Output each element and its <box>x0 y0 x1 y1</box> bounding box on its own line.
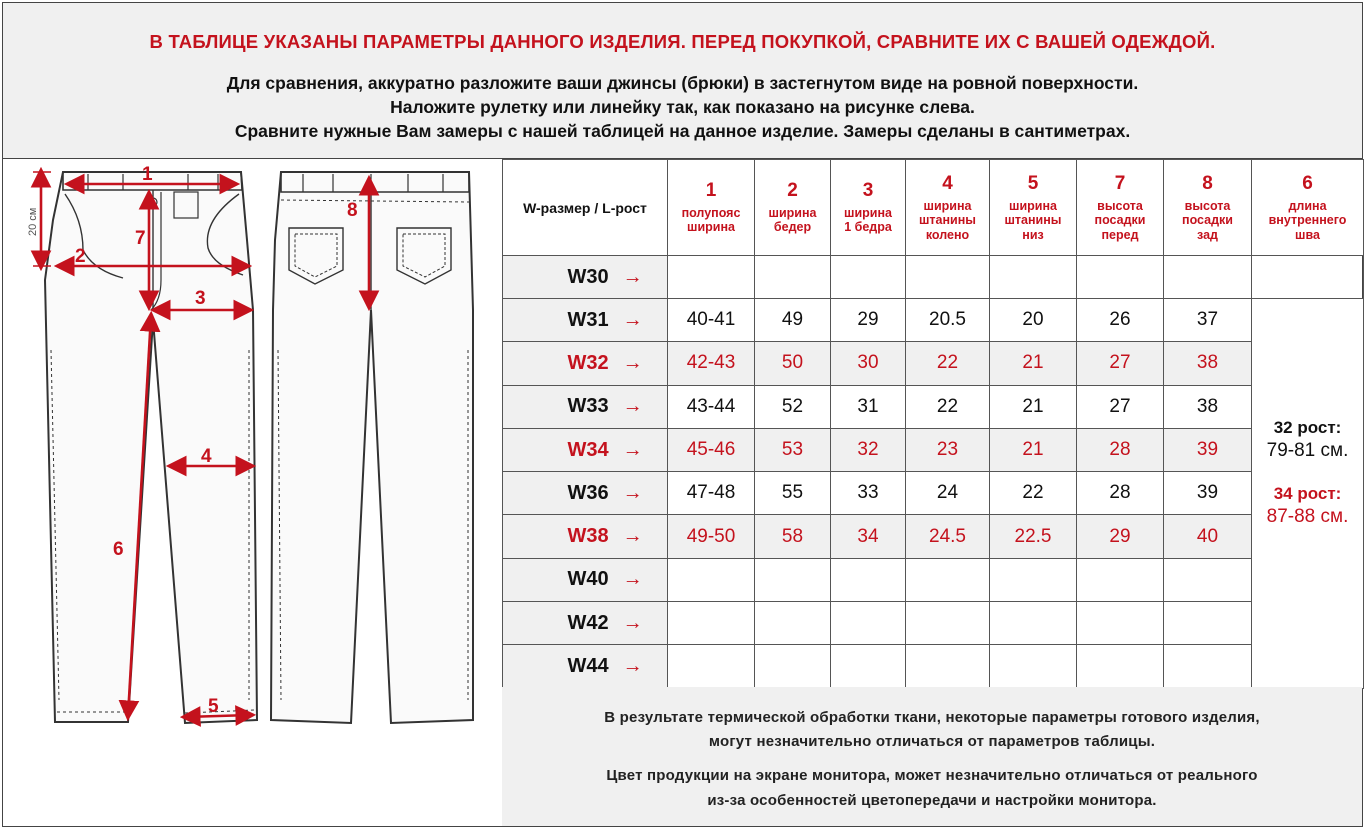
table-row <box>503 342 1364 385</box>
column-header-6 <box>1252 160 1364 256</box>
disclaimer-2b: из-за особенностей цветопередачи и настройки монитора. <box>707 792 1157 809</box>
table-cell: 43-44 <box>668 385 755 428</box>
column-number: 6 <box>1302 173 1313 195</box>
table-cell: 29 <box>1077 515 1164 558</box>
inseam-h32: 32 рост: <box>1273 418 1342 438</box>
corner-label: W-размер / L-рост <box>503 160 668 256</box>
table-cell <box>906 256 990 299</box>
size-label <box>503 472 668 515</box>
table-cell <box>831 256 906 299</box>
arrow-right-icon: → <box>622 568 643 591</box>
disclaimer-footer <box>502 687 1362 826</box>
table-cell <box>1164 645 1252 688</box>
table-cell: 28 <box>1077 428 1164 471</box>
column-label: высота <box>1097 198 1143 213</box>
table-cell <box>1164 602 1252 645</box>
warning-title: В ТАБЛИЦЕ УКАЗАНЫ ПАРАМЕТРЫ ДАННОГО ИЗДЕЛИЯ. ПЕРЕД ПОКУПКОЙ, СРАВНИТЕ ИХ С ВАШЕЙ ОДЕЖДОЙ. <box>149 31 1216 52</box>
size-code: W31 <box>567 308 609 331</box>
table-cell: 24.5 <box>906 515 990 558</box>
table-cell: 45-46 <box>668 428 755 471</box>
table-cell: 20 <box>990 299 1077 342</box>
column-label: полупояс <box>681 206 741 221</box>
table-cell: 23 <box>906 428 990 471</box>
column-number: 5 <box>1027 173 1039 195</box>
column-label: штанины <box>1004 213 1062 228</box>
table-cell: 49-50 <box>668 515 755 558</box>
column-header-2 <box>755 160 831 256</box>
inseam-v34: 87-88 см. <box>1266 506 1349 528</box>
column-number: 8 <box>1202 173 1213 195</box>
table-cell <box>906 602 990 645</box>
size-label <box>503 299 668 342</box>
instruction-line-2: Наложите рулетку или линейку так, как показано на рисунке слева. <box>390 97 975 117</box>
arrow-right-icon: → <box>622 395 643 418</box>
size-label <box>503 256 668 299</box>
inseam-h34: 34 рост: <box>1273 484 1342 504</box>
size-label <box>503 385 668 428</box>
column-label: высота <box>1184 198 1231 213</box>
instructions-header <box>3 3 1362 159</box>
table-cell <box>1077 558 1164 601</box>
table-row <box>503 428 1364 471</box>
table-cell: 29 <box>831 299 906 342</box>
label-1: 1 <box>142 164 153 185</box>
table-cell <box>668 256 755 299</box>
size-code: W32 <box>567 351 609 374</box>
table-cell: 39 <box>1164 472 1252 515</box>
table-cell: 31 <box>831 385 906 428</box>
table-cell: 28 <box>1077 472 1164 515</box>
table-cell: 34 <box>831 515 906 558</box>
column-label: штанины <box>919 213 976 228</box>
column-label: длина <box>1288 198 1327 213</box>
column-label: бедер <box>773 220 812 235</box>
table-cell: 49 <box>755 299 831 342</box>
table-row <box>503 299 1364 342</box>
label-20cm: 20 см <box>27 207 39 236</box>
inseam-empty-cell <box>1252 256 1364 299</box>
table-cell <box>906 558 990 601</box>
table-cell: 26 <box>1077 299 1164 342</box>
table-header-row <box>503 160 1364 256</box>
size-code: W30 <box>567 265 609 288</box>
table-cell: 40 <box>1164 515 1252 558</box>
disclaimer-2a: Цвет продукции на экране монитора, может незначительно отличаться от реального <box>606 767 1258 784</box>
table-cell <box>755 602 831 645</box>
table-row <box>503 515 1364 558</box>
table-cell: 20.5 <box>906 299 990 342</box>
inseam-v32: 79-81 см. <box>1266 440 1349 462</box>
column-label: шва <box>1295 227 1320 242</box>
column-header-8 <box>1164 160 1252 256</box>
label-3: 3 <box>195 288 206 309</box>
table-cell <box>1164 256 1252 299</box>
column-label: ширина <box>768 206 817 221</box>
table-cell: 21 <box>990 385 1077 428</box>
column-header-7 <box>1077 160 1164 256</box>
table-row <box>503 256 1364 299</box>
table-row <box>503 472 1364 515</box>
column-header-1 <box>668 160 755 256</box>
disclaimer-1a: В результате термической обработки ткани, некоторые параметры готового изделия, <box>604 709 1260 726</box>
arrow-right-icon: → <box>622 611 643 634</box>
table-cell <box>755 645 831 688</box>
size-table <box>502 159 1364 689</box>
table-cell: 47-48 <box>668 472 755 515</box>
table-cell: 50 <box>755 342 831 385</box>
column-label: ширина <box>687 220 735 235</box>
table-cell: 40-41 <box>668 299 755 342</box>
column-label: посадки <box>1094 213 1146 228</box>
table-cell: 24 <box>906 472 990 515</box>
table-cell <box>755 558 831 601</box>
table-cell: 27 <box>1077 342 1164 385</box>
column-number: 4 <box>942 173 953 195</box>
label-7: 7 <box>135 228 146 249</box>
table-cell <box>1077 256 1164 299</box>
column-label: ширина <box>1009 198 1057 213</box>
jeans-back-view <box>271 172 473 723</box>
size-code: W44 <box>567 655 609 678</box>
label-5: 5 <box>208 696 219 717</box>
table-cell: 38 <box>1164 342 1252 385</box>
table-cell: 30 <box>831 342 906 385</box>
arrow-right-icon: → <box>622 308 643 331</box>
table-cell: 39 <box>1164 428 1252 471</box>
table-cell <box>990 602 1077 645</box>
column-header-5 <box>990 160 1077 256</box>
table-cell <box>990 256 1077 299</box>
table-cell <box>668 602 755 645</box>
size-label <box>503 602 668 645</box>
table-cell: 27 <box>1077 385 1164 428</box>
size-label <box>503 515 668 558</box>
instruction-line-3: Сравните нужные Вам замеры с нашей таблицей на данное изделие. Замеры сделаны в сантиметрах. <box>234 121 1131 141</box>
table-row <box>503 645 1364 688</box>
table-cell <box>990 558 1077 601</box>
size-label <box>503 342 668 385</box>
arrow-right-icon: → <box>622 655 643 678</box>
column-number: 3 <box>862 180 874 202</box>
table-row <box>503 558 1364 601</box>
table-cell <box>990 645 1077 688</box>
table-cell: 55 <box>755 472 831 515</box>
table-cell <box>755 256 831 299</box>
column-label: колено <box>925 227 970 242</box>
table-cell: 22.5 <box>990 515 1077 558</box>
table-cell: 21 <box>990 428 1077 471</box>
table-cell: 22 <box>906 385 990 428</box>
size-code: W33 <box>567 395 609 418</box>
table-cell: 37 <box>1164 299 1252 342</box>
column-number: 1 <box>705 180 717 202</box>
table-cell <box>831 558 906 601</box>
column-label: внутреннего <box>1268 213 1347 228</box>
size-code: W34 <box>567 438 609 461</box>
table-cell: 53 <box>755 428 831 471</box>
size-label <box>503 645 668 688</box>
table-cell: 22 <box>906 342 990 385</box>
column-label: низ <box>1022 227 1044 242</box>
column-label: ширина <box>844 206 892 221</box>
column-label: посадки <box>1182 213 1233 228</box>
label-2: 2 <box>75 246 86 267</box>
table-cell <box>831 602 906 645</box>
column-header-4 <box>906 160 990 256</box>
inseam-cell <box>1252 299 1364 689</box>
column-label: ширина <box>923 198 972 213</box>
jeans-measurement-diagram <box>3 160 502 826</box>
arrow-right-icon: → <box>622 438 643 461</box>
size-label <box>503 428 668 471</box>
instruction-line-1: Для сравнения, аккуратно разложите ваши джинсы (брюки) в застегнутом виде на ровной поверхности. <box>226 73 1139 93</box>
column-number: 2 <box>787 180 798 202</box>
table-cell: 52 <box>755 385 831 428</box>
table-cell <box>831 645 906 688</box>
size-code: W36 <box>567 481 609 504</box>
column-label: перед <box>1101 227 1139 242</box>
size-code: W40 <box>567 568 609 591</box>
table-cell <box>906 645 990 688</box>
table-cell: 32 <box>831 428 906 471</box>
column-number: 7 <box>1114 173 1126 195</box>
arrow-right-icon: → <box>622 525 643 548</box>
arrow-right-icon: → <box>622 351 643 374</box>
size-label <box>503 558 668 601</box>
label-4: 4 <box>201 446 212 467</box>
column-label: зад <box>1197 227 1218 242</box>
table-cell <box>668 645 755 688</box>
table-cell: 38 <box>1164 385 1252 428</box>
table-cell: 22 <box>990 472 1077 515</box>
column-header-3 <box>831 160 906 256</box>
arrow-right-icon: → <box>622 265 643 288</box>
table-row <box>503 385 1364 428</box>
table-cell: 21 <box>990 342 1077 385</box>
table-cell <box>1077 645 1164 688</box>
size-code: W38 <box>567 525 609 548</box>
arrow-right-icon: → <box>622 481 643 504</box>
table-cell: 58 <box>755 515 831 558</box>
table-cell <box>668 558 755 601</box>
table-cell: 42-43 <box>668 342 755 385</box>
table-cell: 33 <box>831 472 906 515</box>
table-cell <box>1164 558 1252 601</box>
table-row <box>503 602 1364 645</box>
label-6: 6 <box>113 539 124 560</box>
disclaimer-1b: могут незначительно отличаться от параметров таблицы. <box>708 733 1156 750</box>
size-code: W42 <box>567 611 609 634</box>
column-label: 1 бедра <box>844 220 892 235</box>
table-cell <box>1077 602 1164 645</box>
label-8: 8 <box>347 200 358 221</box>
